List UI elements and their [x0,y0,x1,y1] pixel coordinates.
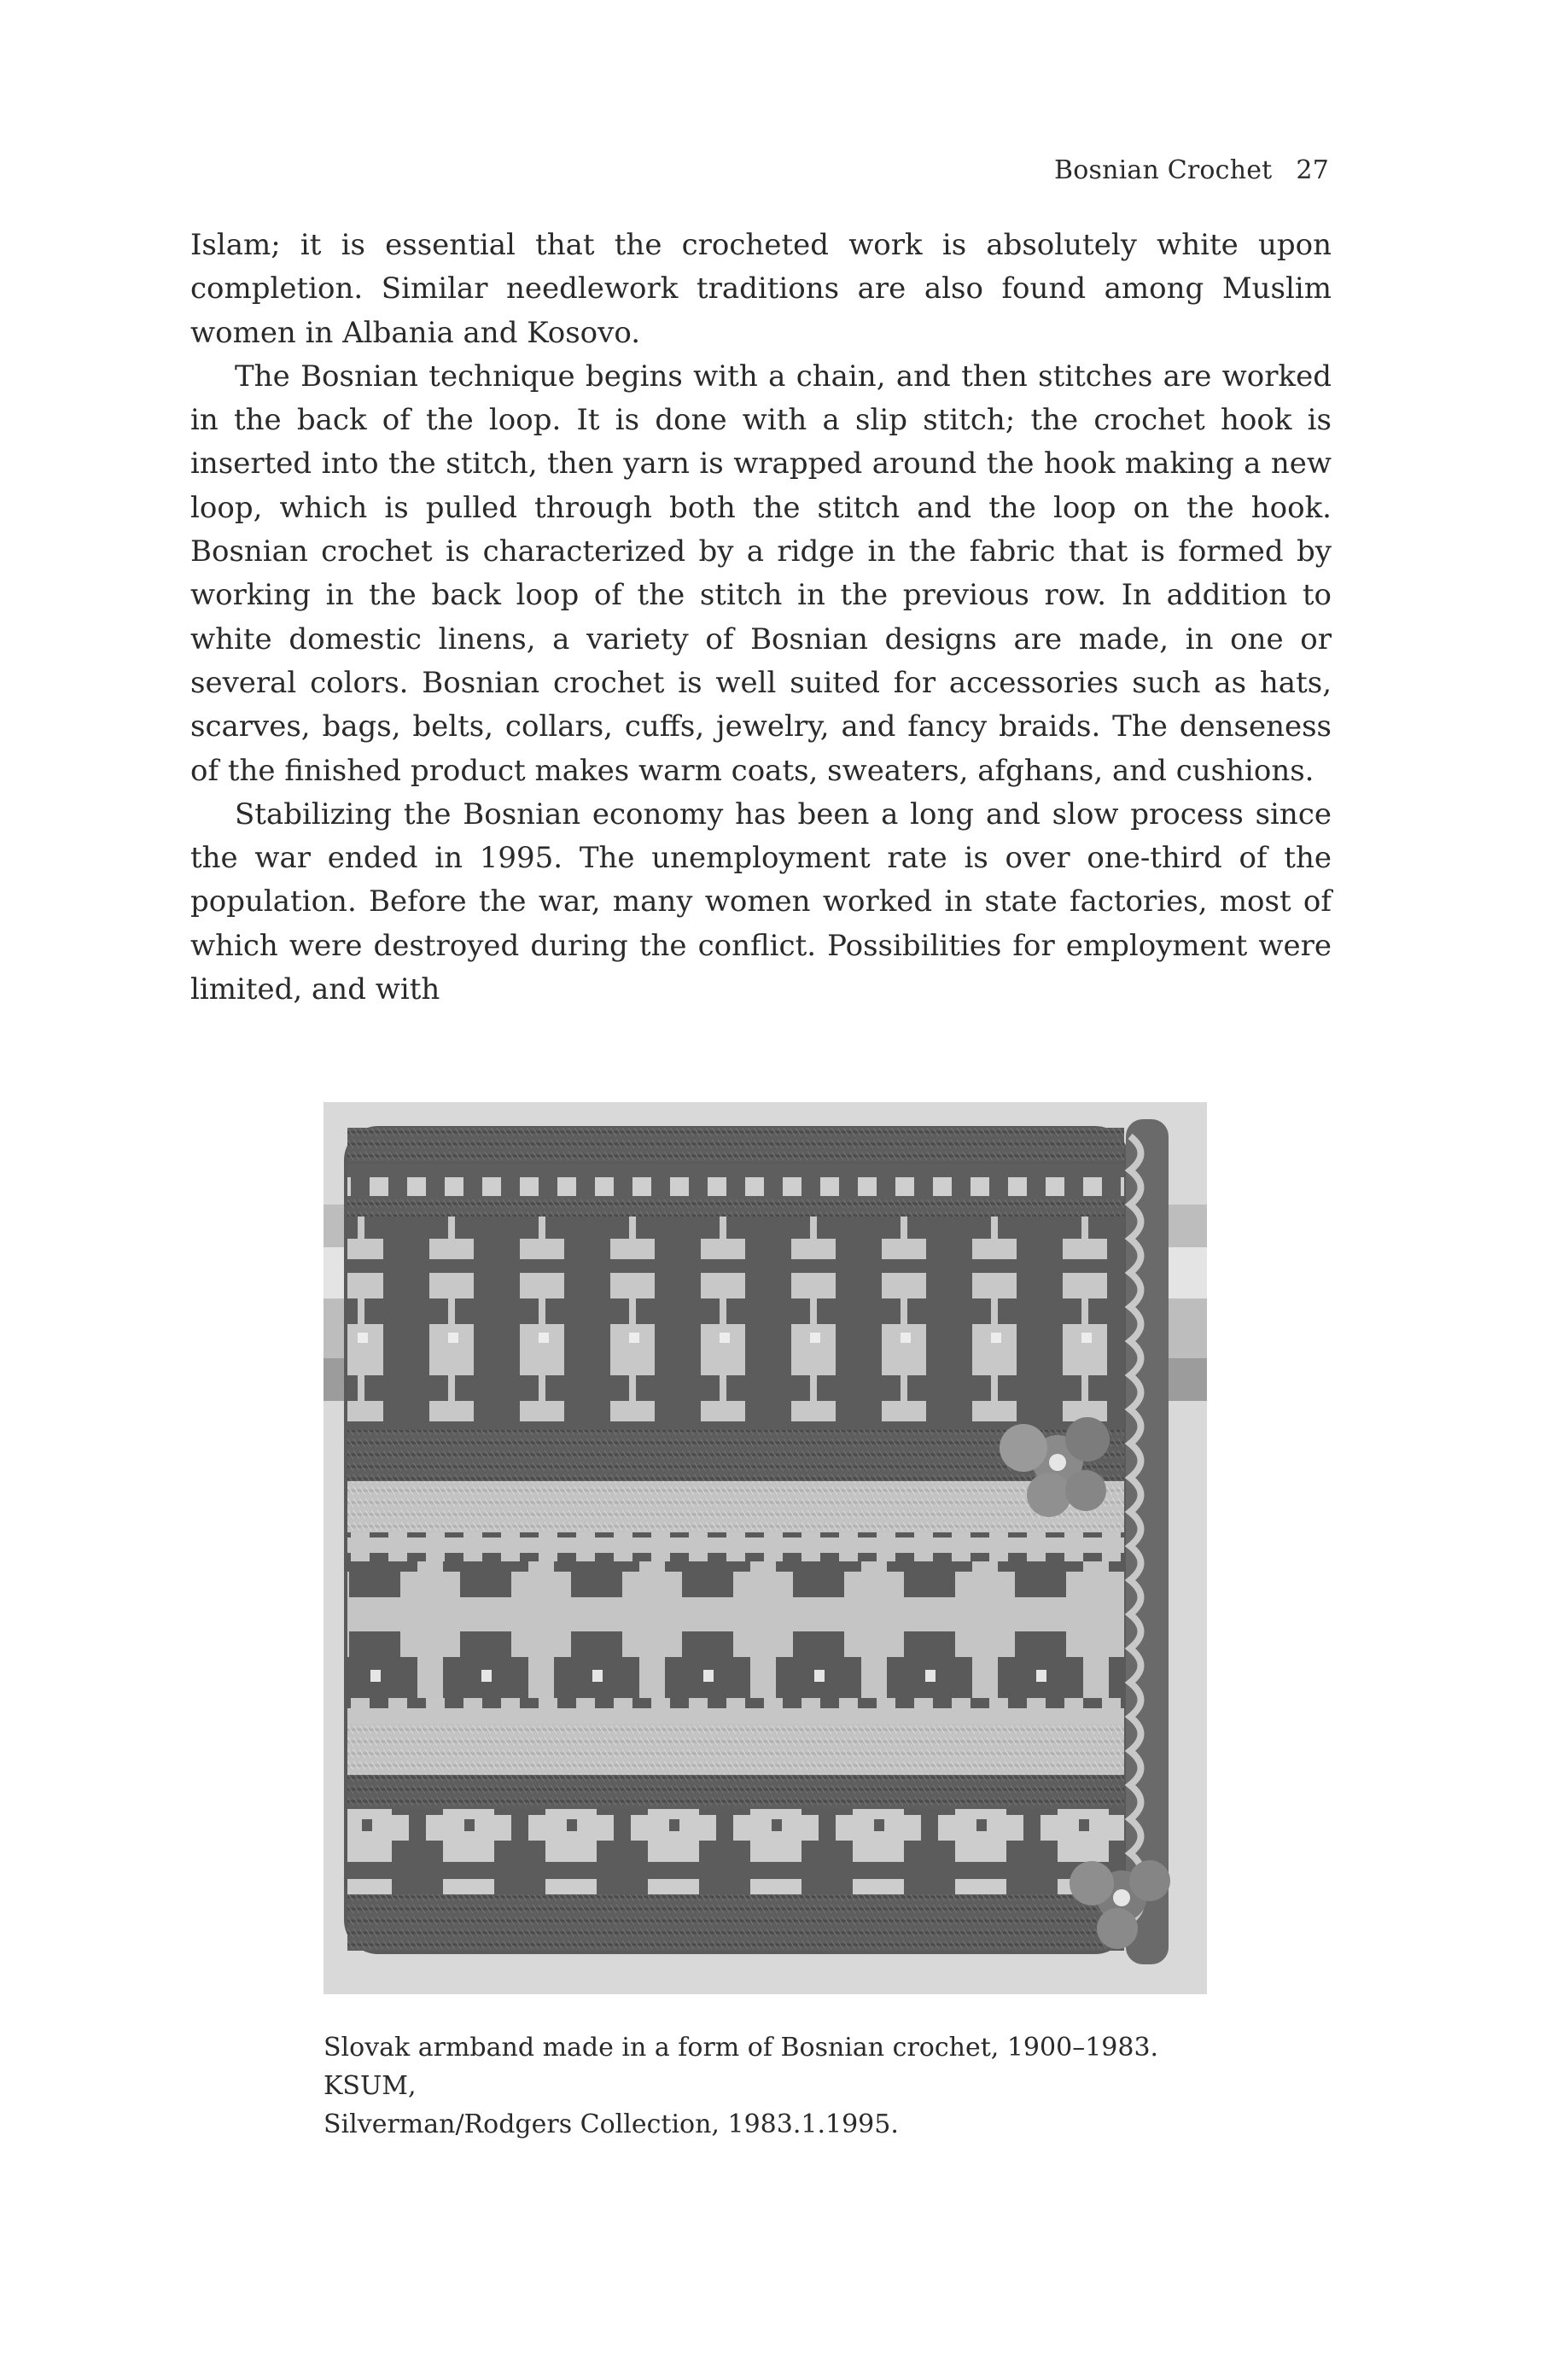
paragraph-2: The Bosnian technique begins with a chain, and then stitches are worked in the back of the loop. It is done with a slip stitch; the crochet hook is inserted into the stitch, then yarn is wrapped around the hook making a new loop, which is pulled through both the stitch and the loop on the hook. Bosnian crochet is characterized by a ridge in the fabric that is formed by working in the back loop of the stitch in the previous row. In addition to white domestic linens, a variety of Bosnian designs are made, in one or several colors. Bosnian crochet is well suited for accessories such as hats, scarves, bags, belts, collars, cuffs, jewelry, and fancy braids. The denseness of the finished product makes warm coats, sweaters, afghans, and cushions. [190,359,1332,788]
armband-illustration [324,1102,1207,1994]
caption-line-1: Slovak armband made in a form of Bosnian crochet, 1900–1983. KSUM, [324,2033,1159,2101]
running-head [1054,155,1329,185]
caption-line-2: Silverman/Rodgers Collection, 1983.1.1995. [324,2109,899,2139]
paragraph-1: Islam; it is essential that the crocheted work is absolutely white upon completion. Similar needlework traditions are also found among Muslim women in Albania and Kosovo. [190,228,1332,350]
paragraph-3: Stabilizing the Bosnian economy has been a long and slow process since the war ended in 1995. The unemployment rate is over one-third of the population. Before the war, many women worked in state factories, most of which were destroyed during the conflict. Possibilities for employment were limited, and with [190,796,1332,1007]
body-text [190,224,1332,1012]
armband-photo [324,1102,1207,1994]
armband-body [344,1119,1169,1964]
running-title: Bosnian Crochet [1053,155,1273,185]
figure-caption [324,2028,1228,2144]
page-number: 27 [1296,155,1329,185]
